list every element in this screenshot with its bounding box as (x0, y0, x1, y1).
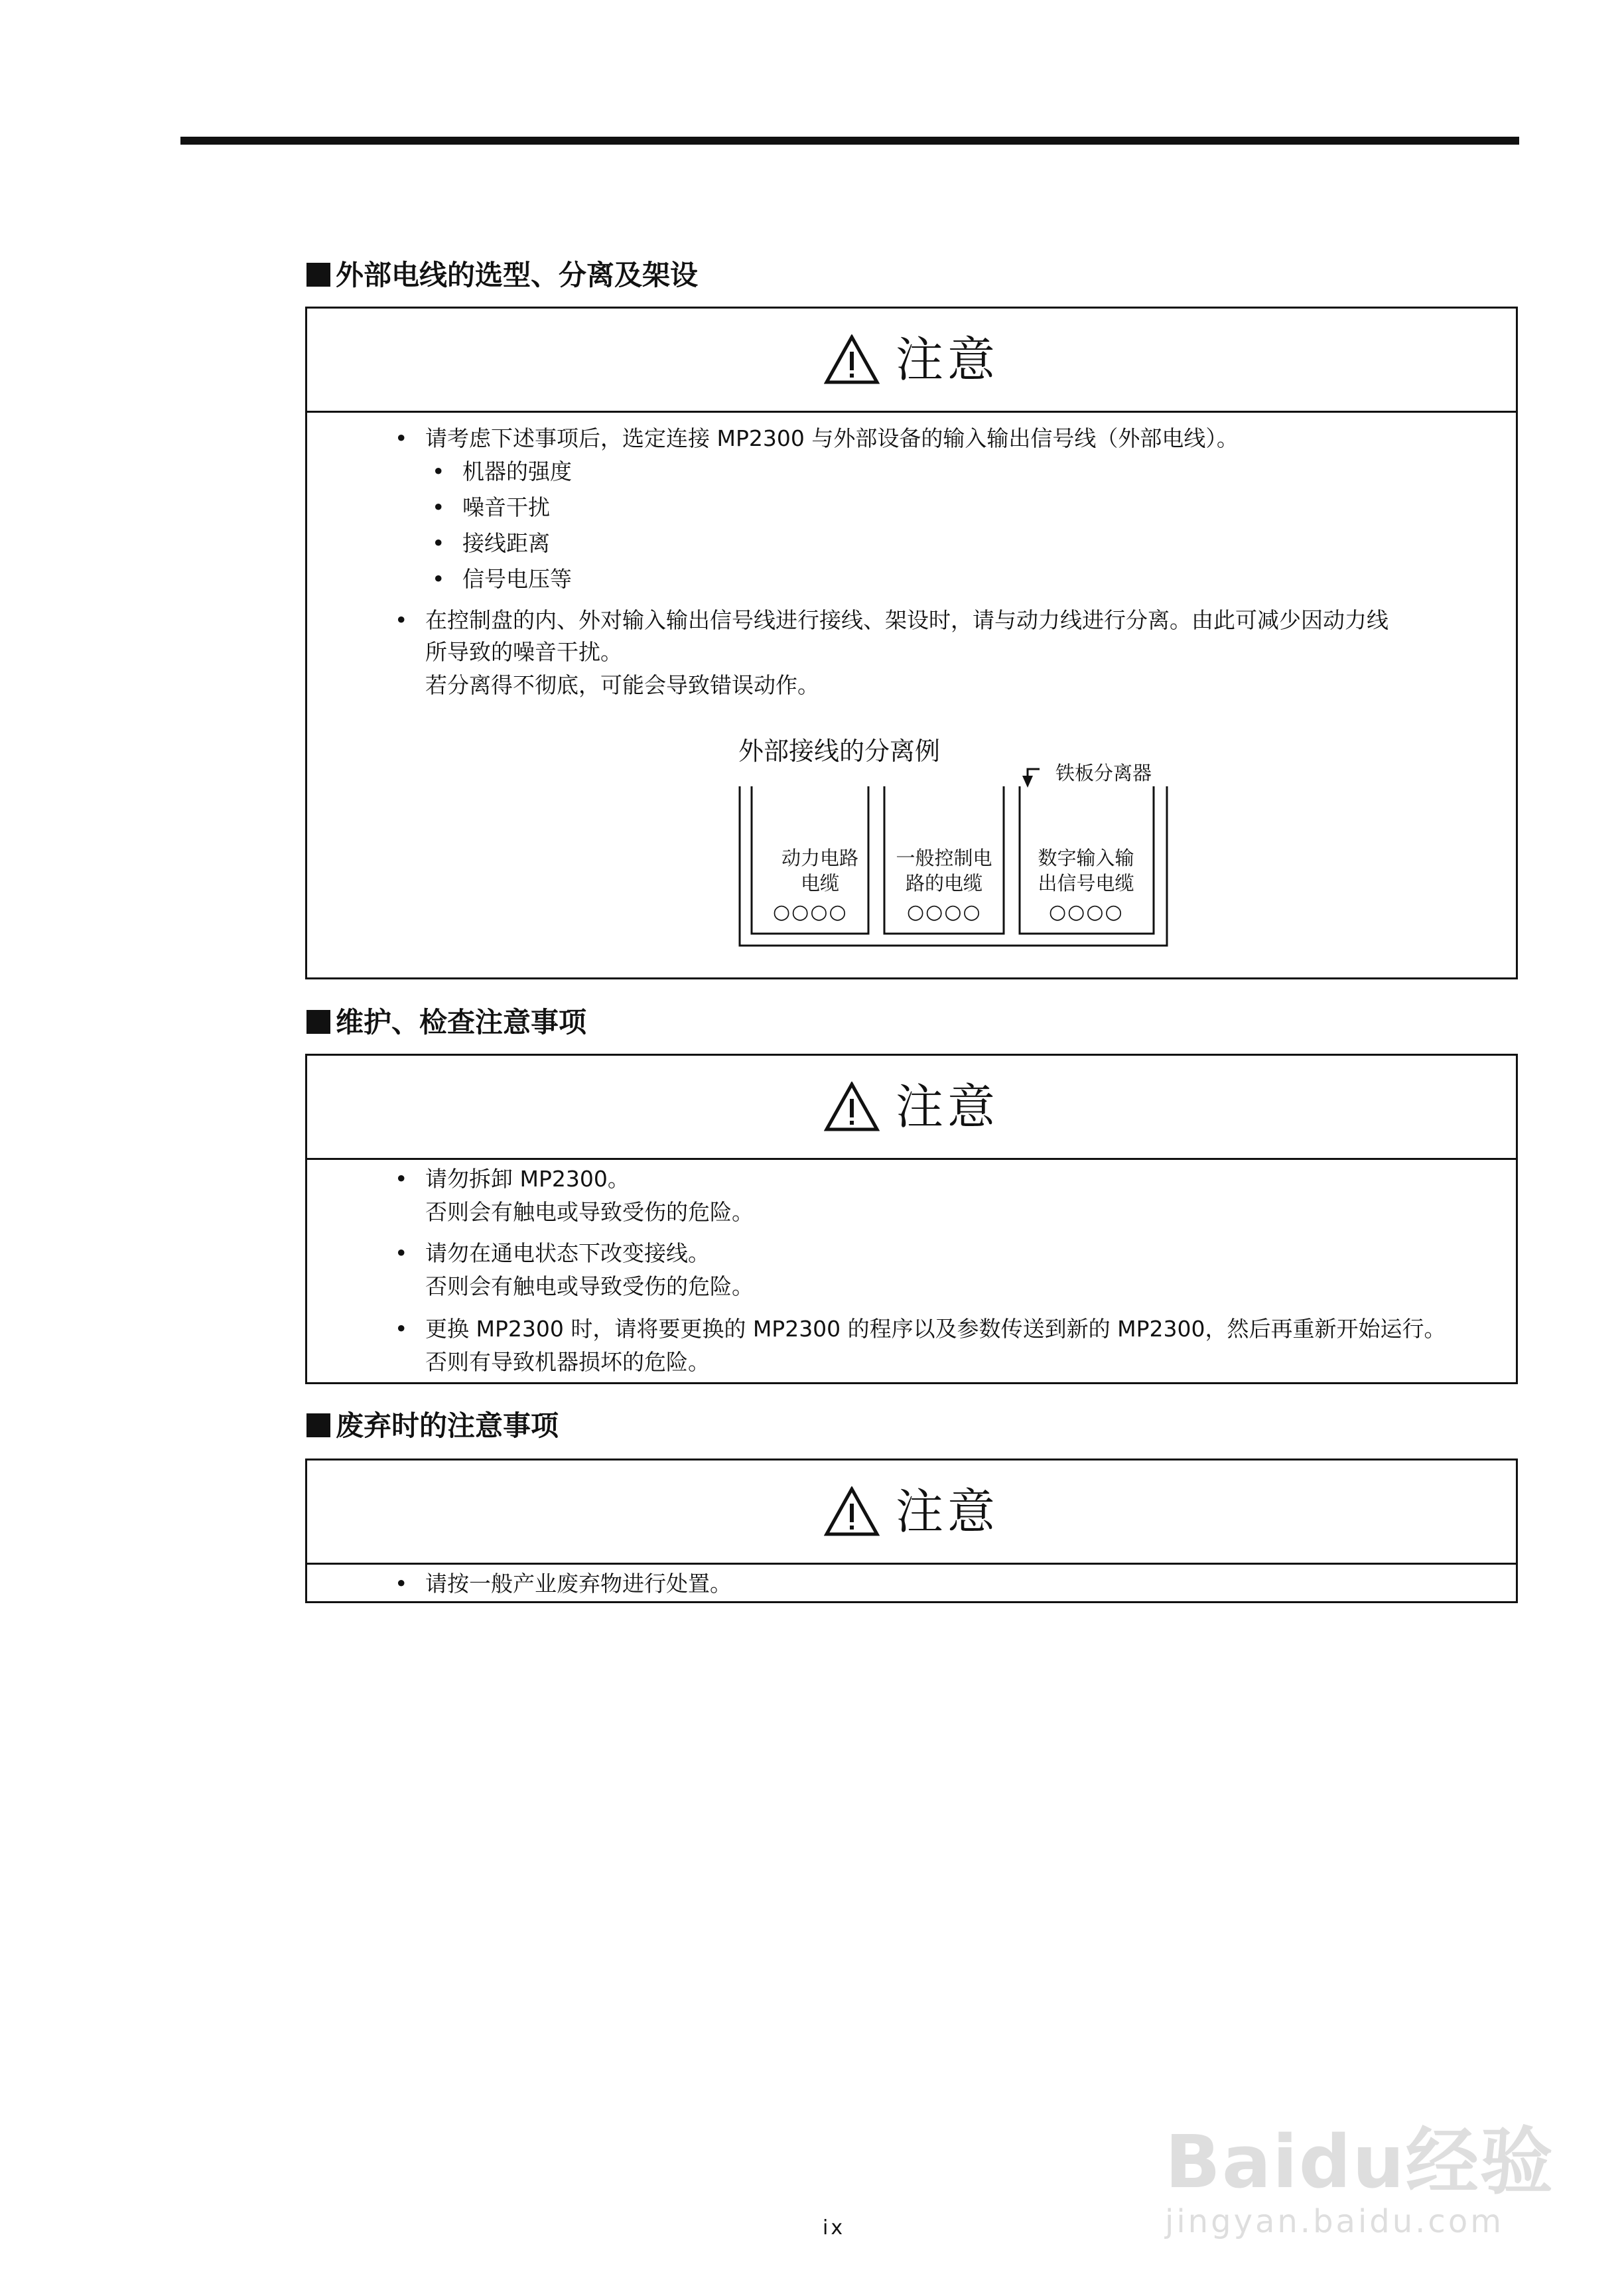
bullet-dot: • (395, 607, 408, 633)
caution-title: 注意 (895, 1484, 999, 1539)
square-bullet-icon (306, 263, 330, 287)
disposal-item-1: 请按一般产业废弃物进行处置。 (425, 1571, 732, 1597)
bullet-dot: • (395, 425, 408, 451)
wiring-bullet-2-line1: 在控制盘的内、外对输入输出信号线进行接线、架设时，请与动力线进行分离。由此可减少因动力线 (425, 607, 1388, 633)
compartment-signal-label: 数字输入输 出信号电缆 (1038, 847, 1134, 894)
warning-triangle-icon (824, 1486, 880, 1537)
wiring-bullet-1: 请考虑下述事项后，选定连接 MP2300 与外部设备的输入输出信号线（外部电线）。 (425, 425, 1239, 451)
maintenance-item-2: 请勿在通电状态下改变接线。 (425, 1240, 710, 1266)
watermark-url: jingyan.baidu.com (1165, 2203, 1504, 2240)
section-heading-maintenance: 维护、检查注意事项 (306, 1009, 586, 1036)
separator-label: 铁板分离器 (1055, 762, 1152, 784)
bullet-dot: • (395, 1166, 408, 1192)
sub-item: 噪音干扰 (462, 494, 550, 520)
page-number: ix (823, 2216, 846, 2240)
sub-item: 信号电压等 (462, 566, 572, 592)
maintenance-note-1: 否则会有触电或导致受伤的危险。 (425, 1199, 754, 1225)
header-rule (180, 137, 1519, 145)
maintenance-note-3: 否则有导致机器损坏的危险。 (425, 1349, 710, 1375)
bullet-dot: • (395, 1240, 408, 1266)
caution-title: 注意 (895, 332, 999, 388)
compartment-power-label: 动力电路 电缆 (781, 847, 858, 894)
sub-item: 机器的强度 (462, 459, 572, 484)
caution-box-maintenance (305, 1054, 1518, 1384)
wiring-bullet-2-line2: 所导致的噪音干扰。 (425, 639, 622, 665)
watermark-brand: Baidu经验 (1165, 2119, 1554, 2204)
maintenance-item-1: 请勿拆卸 MP2300。 (425, 1166, 630, 1192)
caution-header (307, 1461, 1516, 1565)
sub-item: 接线距离 (462, 530, 550, 556)
maintenance-note-2: 否则会有触电或导致受伤的危险。 (425, 1273, 754, 1299)
square-bullet-icon (306, 1010, 330, 1034)
square-bullet-icon (306, 1413, 330, 1437)
warning-triangle-icon (824, 1082, 880, 1132)
sub-bullet-dot: • (432, 494, 445, 520)
warning-triangle-icon (824, 334, 880, 385)
section-heading-disposal: 废弃时的注意事项 (306, 1412, 559, 1440)
caution-box-disposal (305, 1459, 1518, 1603)
diagram-title: 外部接线的分离例 (738, 737, 941, 766)
sub-bullet-dot: • (432, 530, 445, 556)
caution-header (307, 309, 1516, 413)
caution-title: 注意 (895, 1079, 999, 1135)
baidu-watermark (1165, 2070, 1563, 2240)
cable-circles: ○○○○ (1049, 900, 1124, 924)
maintenance-item-3: 更换 MP2300 时，请将要更换的 MP2300 的程序以及参数传送到新的 MP2300，然后再重新开始运行。 (425, 1316, 1446, 1342)
bullet-dot: • (395, 1571, 408, 1597)
compartment-control-label: 一般控制电 路的电缆 (896, 847, 992, 894)
wiring-bullet-2-note: 若分离得不彻底，可能会导致错误动作。 (425, 672, 819, 698)
caution-header (307, 1056, 1516, 1160)
bullet-dot: • (395, 1316, 408, 1342)
sub-bullet-dot: • (432, 566, 445, 592)
sub-bullet-dot: • (432, 459, 445, 484)
section-heading-wiring: 外部电线的选型、分离及架设 (306, 261, 698, 289)
caution-box-wiring (305, 307, 1518, 979)
cable-circles: ○○○○ (773, 900, 848, 924)
cable-circles: ○○○○ (907, 900, 982, 924)
